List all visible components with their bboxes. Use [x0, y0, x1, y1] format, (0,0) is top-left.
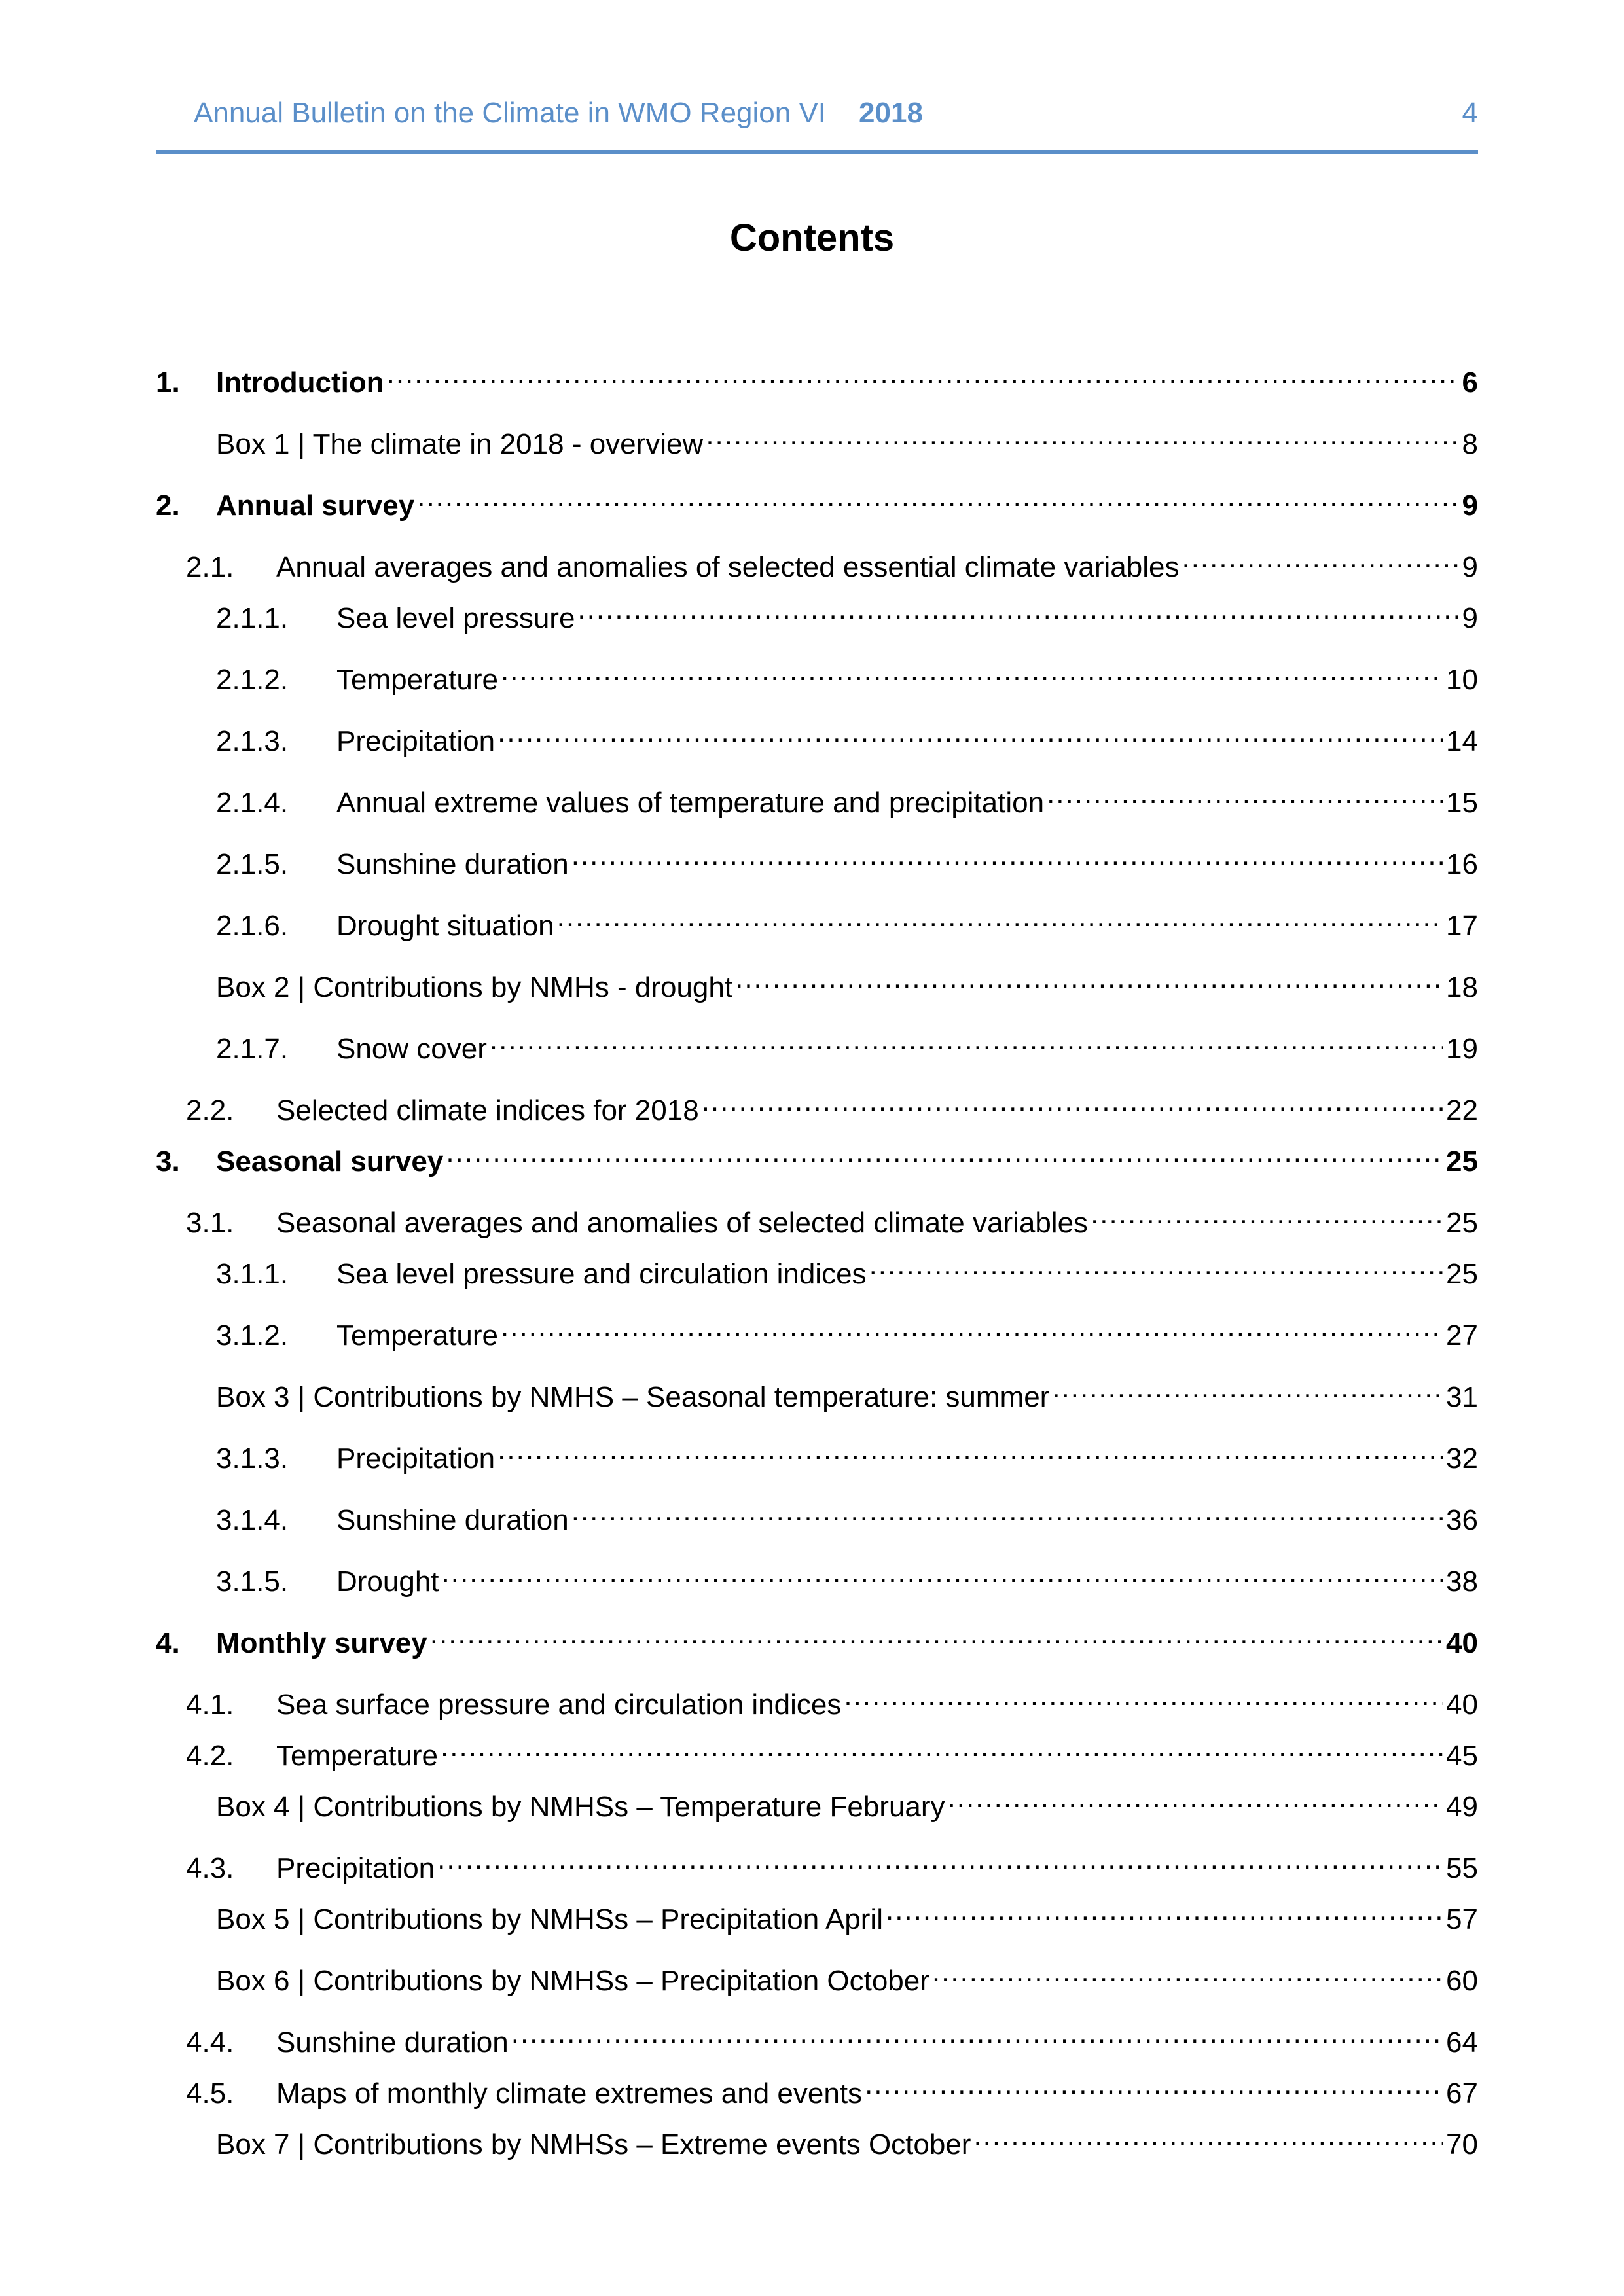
toc-entry-page: 6: [1462, 367, 1478, 399]
toc-entry-number: 2.1.4.: [216, 787, 289, 819]
toc-entry-page: 16: [1446, 848, 1478, 880]
toc-entry-page: 17: [1446, 910, 1478, 942]
toc-entry-number: 4.4.: [186, 2026, 234, 2058]
toc-entry-number: 4.5.: [186, 2077, 234, 2109]
toc-dot-leader: [1047, 776, 1443, 812]
toc-entry-number: 2.1.3.: [216, 725, 289, 757]
toc-entry[interactable]: [186, 1677, 1478, 1723]
toc-entry-title: Sunshine duration: [336, 1504, 569, 1536]
toc-entry-page: 57: [1446, 1903, 1478, 1935]
toc-entry-page: 15: [1446, 787, 1478, 819]
toc-entry-page: 64: [1446, 2026, 1478, 2058]
toc-dot-leader: [886, 1892, 1443, 1929]
toc-entry-title: Sea level pressure and circulation indices: [336, 1258, 867, 1290]
toc-dot-leader: [702, 1083, 1443, 1120]
toc-dot-leader: [557, 899, 1443, 935]
toc-entry[interactable]: [186, 2015, 1478, 2061]
toc-dot-leader: [417, 478, 1459, 515]
toc-entry-title: Precipitation: [336, 725, 496, 757]
toc-entry-page: 40: [1446, 1627, 1478, 1659]
toc-dot-leader: [844, 1677, 1443, 1714]
toc-dot-leader: [948, 1780, 1444, 1816]
toc-entry-title: Annual averages and anomalies of selected essential climate variables: [276, 551, 1180, 583]
toc-entry-title: Drought: [336, 1566, 439, 1598]
header-year: 2018: [859, 97, 923, 129]
toc-entry-number: 2.2.: [186, 1094, 234, 1126]
toc-entry-title: Precipitation: [276, 1852, 435, 1884]
toc-entry-number: 2.1.2.: [216, 664, 289, 696]
toc-entry-title: Monthly survey: [216, 1627, 427, 1659]
toc-entry-number: 3.: [156, 1145, 180, 1177]
toc-entry-title: Box 5 | Contributions by NMHSs – Precipitation April: [216, 1903, 883, 1935]
toc-dot-leader: [1052, 1370, 1443, 1407]
toc-entry-number: 3.1.: [186, 1207, 234, 1239]
toc-entry-number: 1.: [156, 367, 180, 399]
toc-entry-title: Box 6 | Contributions by NMHSs – Precipitation October: [216, 1965, 929, 1997]
toc-entry-title: Sea surface pressure and circulation indices: [276, 1689, 842, 1721]
toc-entry-title: Sunshine duration: [336, 848, 569, 880]
toc-entry-page: 14: [1446, 725, 1478, 757]
toc-entry[interactable]: [216, 1493, 1478, 1539]
toc-entry-title: Snow cover: [336, 1033, 487, 1065]
toc-dot-leader: [497, 1431, 1443, 1468]
toc-entry-title: Temperature: [336, 664, 499, 696]
toc-dot-leader: [430, 1616, 1443, 1653]
toc-entry-page: 27: [1446, 1319, 1478, 1352]
toc-entry[interactable]: [216, 417, 1478, 463]
toc-entry-page: 25: [1446, 1258, 1478, 1290]
toc-entry-number: 2.: [156, 490, 180, 522]
toc-entry-page: 55: [1446, 1852, 1478, 1884]
toc-entry-title: Annual extreme values of temperature and precipitation: [336, 787, 1045, 819]
toc-entry-page: 10: [1446, 664, 1478, 696]
toc-entry-title: Sunshine duration: [276, 2026, 509, 2058]
toc-dot-leader: [511, 2015, 1443, 2052]
toc-entry-number: 4.1.: [186, 1689, 234, 1721]
toc-entry-number: 4.2.: [186, 1740, 234, 1772]
toc-entry[interactable]: [186, 540, 1478, 586]
toc-entry-title: Box 1 | The climate in 2018 - overview: [216, 428, 704, 460]
toc-entry[interactable]: [216, 1554, 1478, 1600]
toc-entry-page: 60: [1446, 1965, 1478, 1997]
toc-entry[interactable]: [216, 653, 1478, 698]
toc-entry-number: 3.1.1.: [216, 1258, 289, 1290]
toc-entry-page: 8: [1462, 428, 1478, 460]
toc-entry[interactable]: [216, 960, 1478, 1006]
toc-entry-number: 3.1.2.: [216, 1319, 289, 1352]
toc-dot-leader: [973, 2117, 1443, 2154]
toc-entry-page: 49: [1446, 1791, 1478, 1823]
toc-entry-title: Temperature: [276, 1740, 439, 1772]
toc-dot-leader: [706, 417, 1459, 454]
toc-dot-leader: [932, 1954, 1443, 1990]
toc-dot-leader: [441, 1729, 1443, 1765]
toc-dot-leader: [1091, 1196, 1443, 1232]
toc-entry[interactable]: [216, 1308, 1478, 1354]
toc-dot-leader: [735, 960, 1443, 997]
toc-entry[interactable]: [186, 1841, 1478, 1887]
toc-entry-title: Box 3 | Contributions by NMHS – Seasonal temperature: summer: [216, 1381, 1050, 1413]
toc-entry-page: 18: [1446, 971, 1478, 1003]
toc-entry[interactable]: [216, 899, 1478, 944]
toc-entry-page: 38: [1446, 1566, 1478, 1598]
toc-dot-leader: [1182, 540, 1459, 577]
toc-entry-title: Sea level pressure: [336, 602, 575, 634]
header-title-text: Annual Bulletin on the Climate in WMO Region VI: [194, 97, 827, 129]
toc-entry-title: Temperature: [336, 1319, 499, 1352]
toc-entry[interactable]: [216, 1954, 1478, 2000]
toc-entry-page: 32: [1446, 1443, 1478, 1475]
header-page-number: 4: [1462, 97, 1478, 129]
toc-entry-page: 36: [1446, 1504, 1478, 1536]
toc-entry-title: Seasonal averages and anomalies of selected climate variables: [276, 1207, 1089, 1239]
toc-entry-title: Selected climate indices for 2018: [276, 1094, 699, 1126]
toc-entry[interactable]: [186, 2066, 1478, 2112]
toc-entry[interactable]: [216, 714, 1478, 760]
toc-dot-leader: [501, 653, 1443, 689]
toc-entry[interactable]: [216, 1022, 1478, 1067]
toc-entry-page: 40: [1446, 1689, 1478, 1721]
toc-entry[interactable]: [156, 1134, 1478, 1180]
toc-entry-title: Box 4 | Contributions by NMHSs – Temperature February: [216, 1791, 945, 1823]
toc-entry-page: 22: [1446, 1094, 1478, 1126]
toc-entry[interactable]: [186, 1729, 1478, 1774]
toc-entry[interactable]: [216, 1892, 1478, 1938]
toc-entry-number: 2.1.5.: [216, 848, 289, 880]
toc-dot-leader: [446, 1134, 1443, 1171]
toc-entry-page: 25: [1446, 1207, 1478, 1239]
toc-entry[interactable]: [216, 837, 1478, 883]
toc-entry[interactable]: [216, 1247, 1478, 1293]
toc-entry-title: Annual survey: [216, 490, 415, 522]
toc-entry-number: 2.1.7.: [216, 1033, 289, 1065]
toc-entry-number: 2.1.: [186, 551, 234, 583]
toc-dot-leader: [442, 1554, 1444, 1591]
toc-entry-number: 3.1.4.: [216, 1504, 289, 1536]
toc-entry-page: 45: [1446, 1740, 1478, 1772]
toc-entry-number: 3.1.3.: [216, 1443, 289, 1475]
toc-entry[interactable]: [216, 776, 1478, 821]
toc-entry-title: Introduction: [216, 367, 384, 399]
toc-entry[interactable]: [156, 1616, 1478, 1662]
toc-entry[interactable]: [216, 2117, 1478, 2163]
toc-entry[interactable]: [156, 355, 1478, 401]
toc-dot-leader: [865, 2066, 1443, 2103]
toc-entry-number: 2.1.6.: [216, 910, 289, 942]
toc-entry-page: 67: [1446, 2077, 1478, 2109]
toc-entry-number: 3.1.5.: [216, 1566, 289, 1598]
toc-entry-title: Box 7 | Contributions by NMHSs – Extreme events October: [216, 2128, 971, 2161]
toc-entry-page: 9: [1462, 602, 1478, 634]
toc-entry[interactable]: [186, 1083, 1478, 1129]
toc-dot-leader: [577, 591, 1459, 628]
toc-dot-leader: [437, 1841, 1443, 1878]
toc-entry-title: Box 2 | Contributions by NMHs - drought: [216, 971, 733, 1003]
toc-entry[interactable]: [156, 478, 1478, 524]
toc-entry-number: 2.1.1.: [216, 602, 289, 634]
toc-entry-page: 19: [1446, 1033, 1478, 1065]
toc-entry-title: Drought situation: [336, 910, 554, 942]
toc-dot-leader: [387, 355, 1460, 392]
toc-dot-leader: [571, 837, 1443, 874]
toc-entry-page: 25: [1446, 1145, 1478, 1177]
toc-heading: Contents: [729, 217, 895, 259]
toc-entry-page: 70: [1446, 2128, 1478, 2161]
toc-entry-number: 4.: [156, 1627, 180, 1659]
toc-entry-page: 31: [1446, 1381, 1478, 1413]
toc-entry-number: 4.3.: [186, 1852, 234, 1884]
toc-entry[interactable]: [216, 1780, 1478, 1825]
toc-dot-leader: [571, 1493, 1443, 1530]
toc-entry[interactable]: [216, 1431, 1478, 1477]
toc-entry-title: Maps of monthly climate extremes and events: [276, 2077, 863, 2109]
toc-entry-title: Precipitation: [336, 1443, 496, 1475]
toc-dot-leader: [869, 1247, 1443, 1283]
toc-entry[interactable]: [216, 1370, 1478, 1416]
toc-dot-leader: [490, 1022, 1443, 1058]
toc-entry[interactable]: [216, 591, 1478, 637]
toc-entry-page: 9: [1462, 551, 1478, 583]
toc-entry-title: Seasonal survey: [216, 1145, 444, 1177]
toc-entry[interactable]: [186, 1196, 1478, 1242]
toc-dot-leader: [501, 1308, 1443, 1345]
toc-entry-page: 9: [1462, 490, 1478, 522]
toc-dot-leader: [497, 714, 1443, 751]
